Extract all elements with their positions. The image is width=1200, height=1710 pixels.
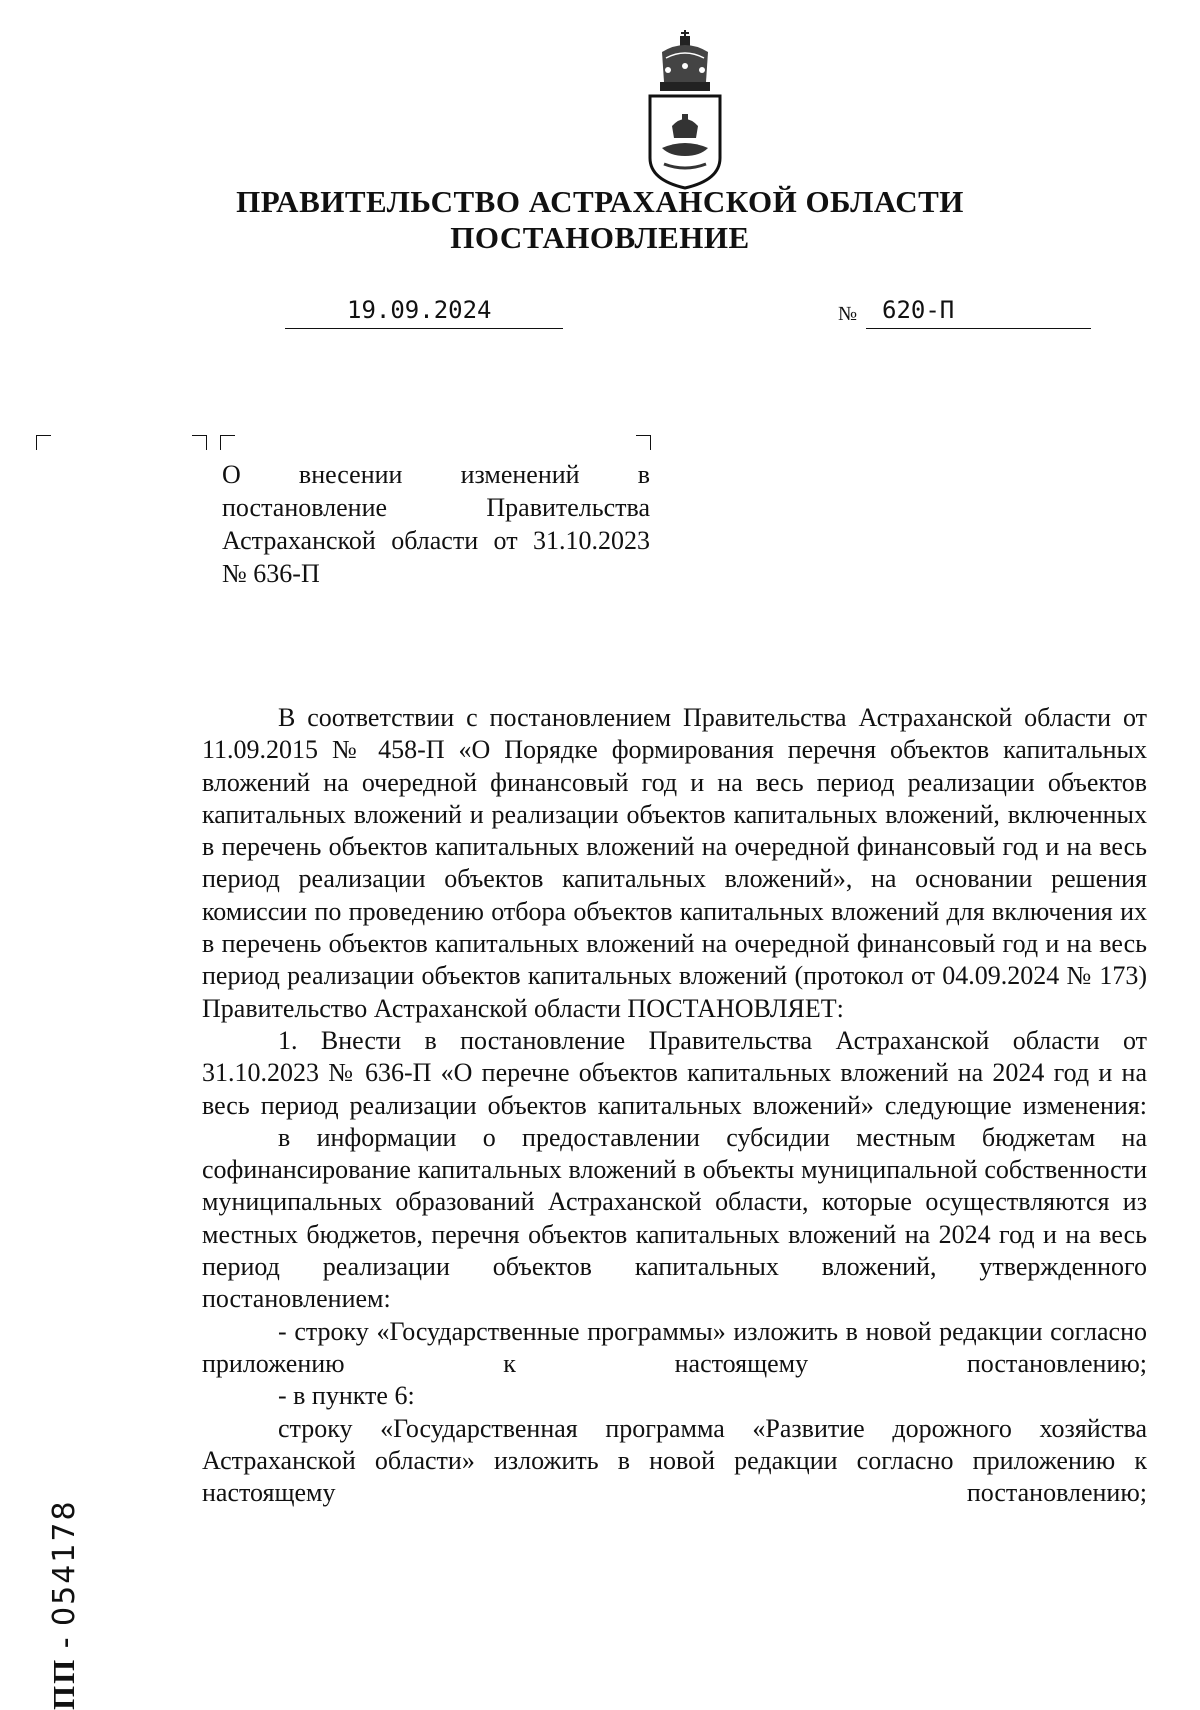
corner-mark: [36, 435, 51, 450]
body-paragraph: - строку «Государственные программы» изложить в новой редакции согласно приложению к настоящему постановлению;: [202, 1316, 1147, 1378]
body-paragraph: В соответствии с постановлением Правительства Астраханской области от 11.09.2015 № 458-П «О Порядке формирования перечня объектов капитальных вложений на очередной финансовый год и на весь период реализации объектов капитальных вложений и реализации объектов капитальных вложений, включенных в перечень объектов капитальных вложений на очередной финансовый год и на весь период реализации объектов капитальных вложений», на основании решения комиссии по проведению отбора объектов капитальных вложений для включения их в перечень объектов капитальных вложений на очередной финансовый год и на весь период реализации объектов капитальных вложений (протокол от 04.09.2024 № 173): [202, 703, 1147, 991]
corner-mark: [192, 435, 207, 450]
body-paragraph: Правительство Астраханской области ПОСТАНОВЛЯЕТ:: [202, 993, 844, 1023]
coat-of-arms-icon: [640, 30, 730, 190]
corner-mark: [220, 435, 235, 450]
document-number-label: №: [838, 303, 858, 325]
body-paragraph: в информации о предоставлении субсидии местным бюджетам на софинансирование капитальных вложений в объекты муниципальной собственности муниципальных образований Астраханской области, которые осуществляются из местных бюджетов, перечня объектов капитальных вложений на 2024 год и на весь период реализации объектов капитальных вложений, утвержденного постановлением:: [202, 1122, 1147, 1314]
side-code-number: 054178: [47, 1499, 82, 1626]
corner-mark: [636, 435, 651, 450]
organization-name: ПРАВИТЕЛЬСТВО АСТРАХАНСКОЙ ОБЛАСТИ: [236, 184, 964, 219]
body-paragraph: - в пункте 6:: [278, 1381, 415, 1411]
document-type: ПОСТАНОВЛЕНИЕ: [450, 220, 750, 255]
side-registration-code: [34, 1490, 94, 1710]
document-body: [202, 702, 1147, 1509]
document-number-field: [866, 296, 1091, 329]
document-date: 19.09.2024: [347, 296, 492, 324]
document-date-field: [285, 296, 563, 329]
body-paragraph: 1. Внести в постановление Правительства Астраханской области от 31.10.2023 № 636-П «О перечне объектов капитальных вложений на 2024 год и на весь период реализации объектов капитальных вложений» следующие изменения:: [202, 1025, 1147, 1120]
document-number: 620-П: [882, 296, 955, 324]
side-code-prefix: ПП -: [46, 1635, 81, 1710]
body-paragraph: строку «Государственная программа «Развитие дорожного хозяйства Астраханской области» изложить в новой редакции согласно приложению к настоящему постановлению;: [202, 1413, 1147, 1508]
document-subject: О внесении изменений в постановление Правительства Астраханской области от 31.10.2023 № 636-П: [222, 460, 650, 588]
